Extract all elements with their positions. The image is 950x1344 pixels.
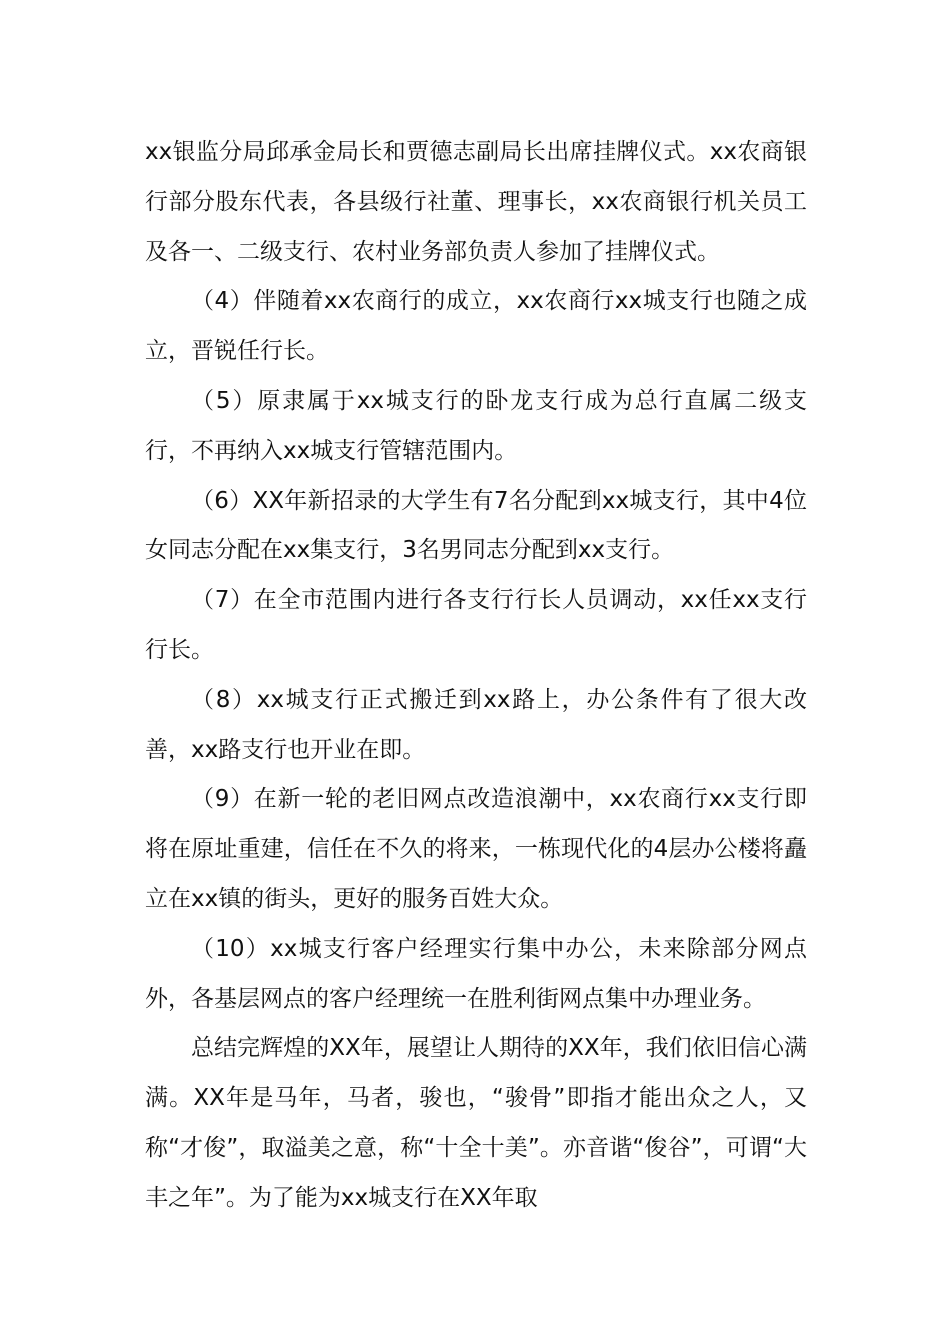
paragraph-item-8: （8）xx城支行正式搬迁到xx路上，办公条件有了很大改善，xx路支行也开业在即。 (145, 686, 807, 763)
paragraph-item-10: （10）xx城支行客户经理实行集中办公，未来除部分网点外，各基层网点的客户经理统一在胜利街网点集中办理业务。 (145, 935, 807, 1012)
paragraph-item-9: （9）在新一轮的老旧网点改造浪潮中，xx农商行xx支行即将在原址重建，信任在不久的将来，一栋现代化的4层办公楼将矗立在xx镇的街头，更好的服务百姓大众。 (145, 786, 807, 912)
document-body (145, 128, 807, 1224)
paragraph-item-6: （6）XX年新招录的大学生有7名分配到xx城支行，其中4位女同志分配在xx集支行，3名男同志分配到xx支行。 (145, 487, 807, 564)
paragraph-item-4: （4）伴随着xx农商行的成立，xx农商行xx城支行也随之成立，晋锐任行长。 (145, 288, 807, 365)
paragraph-item-5: （5）原隶属于xx城支行的卧龙支行成为总行直属二级支行，不再纳入xx城支行管辖范围内。 (145, 387, 807, 464)
paragraph-item-7: （7）在全市范围内进行各支行行长人员调动，xx任xx支行行长。 (145, 587, 807, 663)
paragraph-continuation: xx银监分局邱承金局长和贾德志副局长出席挂牌仪式。xx农商银行部分股东代表，各县级行社董、理事长，xx农商银行机关员工及各一、二级支行、农村业务部负责人参加了挂牌仪式。 (145, 139, 807, 265)
paragraph-summary: 总结完辉煌的XX年，展望让人期待的XX年，我们依旧信心满满。XX年是马年，马者，骏也，“骏骨”即指才能出众之人，又称“才俊”，取溢美之意，称“十全十美”。亦音谐“俊谷”，可谓“大丰之年”。为了能为xx城支行在XX年取 (145, 1035, 807, 1211)
